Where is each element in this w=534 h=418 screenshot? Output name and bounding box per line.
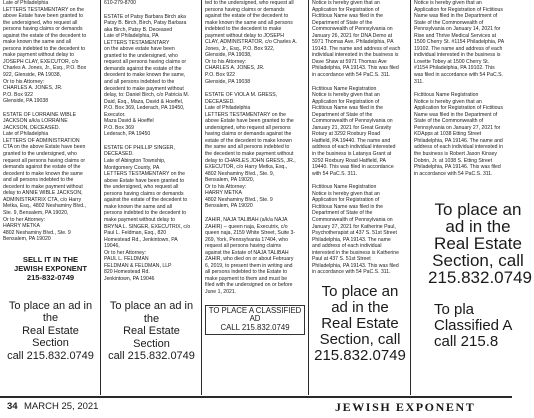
real-estate-ad-line-5: 215.832.0749 [428, 268, 532, 288]
legal-notice-estate-zahir: ZAHIR, NAJA TALIBAH (a/k/a NAJA ZAHIR) -- queen naja, Executrix, c/o queen naja, 2159 White Street, Suite 3-269, York, Pennsylvania 17404, who request all persons having claims against the Estate of NAJA TALIBAH ZAHIR, who died on or about February 6, 2019, to present them in writing and all persons indebted to the Estate to make payment to them and must be filed with the undersigned on or before June 1, 2021. [205, 216, 296, 295]
classified-ad-line-2: Classified A [434, 317, 513, 335]
column-4 [312, 0, 408, 364]
legal-notice-estate-jackson: ESTATE OF LORRAINE WIBLE JACKSON a/k/a LORRAINE JACKSON, DECEASED. Late of Philadelphia LETTERS OF ADMINISTRATION CTA on the above Estate have been granted to the undersigned, who request all persons having claims or demands against the estate of the decedent to make known the same and all persons indebted to the decedent to make payment without delay to ANNIE WIBLE JACKSON, ADMINISTRATRIX CTA, c/o Harry Metka, Esq., 4802 Neshaminy Blvd., Ste. 9, Bensalem, PA 19020, Or to her Attorney: HARRY METKA 4802 Neshaminy Blvd., Ste. 9 Bensalem, PA 19020 [3, 111, 86, 243]
classified-ad-box [205, 305, 305, 335]
real-estate-ad-line-3: Real Estate [434, 234, 522, 254]
real-estate-ad-box [428, 200, 532, 288]
column-divider [308, 0, 309, 395]
classified-ad-line-1: To pla [434, 301, 475, 319]
real-estate-ad-line-4: Section, call [319, 330, 401, 348]
column-5 [414, 0, 532, 351]
legal-notice-great-gravity-rotary: Fictitious Name Registration Notice is hereby given that an Application for Registration of Fictitious Name was filed in the Department of State of the Commonwealth of Pennsylvania on January 21, 2021 for Great Gravity Rotary at 3292 Roxbury Road Hatfield, PA 19440. The name and address of each individual interested in the business is Latanya Grant at 3292 Roxbury Road Hatfield, PA 19440. This was filed in accordance with 54 PaC.S. 311. [312, 85, 396, 177]
real-estate-ad-line-3: call 215.832.0749 [7, 349, 94, 362]
legal-notice-phone: 610-279-8700 [104, 0, 137, 6]
legal-notice-katherine-paul: Fictitious Name Registration Notice is hereby given that an Application for Registration of Fictitious Name was filed in the Department of State of the Commonwealth of Pennsylvania on January 27, 2021 for Katherine Paul, Psychotherapist at 437 S. 51st Street Philadelphia, PA 19143. The name and address of each individual interested in the business is Katherine Paul at 437 S. 51st Street Philadelphia, PA 19143. This was filed in accordance with 54 PaC.S. 311. [312, 184, 399, 276]
legal-notice-estate-gress: ESTATE OF VIOLA M. GRESS, DECEASED. Late of Philadelphia LETTERS TESTAMENTARY on the above Estate have been granted to the undersigned, who request all persons having claims or demands against the estate of the decedent to make known the same and all persons indebted to the decedent to make payment without delay to CHARLES JOHN GRESS, JR., EXECUTOR, c/o Harry Metka, Esq., 4802 Neshaminy Blvd., Ste. 9, Bensalem, PA 19020, Or to his Attorney: HARRY METKA 4802 Neshaminy Blvd., Ste. 9 Bensalem, PA 19020 [205, 92, 296, 210]
legal-notice-rise-and-thrive: Notice is hereby given that an Application for Registration of Fictitious Name was filed in the Department of State of the Commonwealth of Pennsylvania on January 14, 2021 for Rise and Thrive Medical Services at 1500 Cherry St. #1154 Philadelphia, PA 19102. The name and address of each individual interested in the business is Lovette Tobey at 1500 Cherry St. #1154 Philadelphia, PA 19102. This was filed in accordance with 54 PaC.S. 311. [414, 0, 504, 85]
publication-name: JEWISH EXPONENT [335, 400, 476, 414]
legal-notice-estate-clay: Late of Philadelphia LETTERS TESTAMENTARY on the above Estate have been granted to the undersigned, who request all persons having claims or demands against the estate of the decedent to make known the same and all persons indebted to the decedent to make payment without delay to JOSEPH CLAY, EXECUTOR, c/o Charles A. Jones, Jr., Esq., P.O. Box 922, Glenside, PA 19038, Or to his Attorney: CHARLES A. JONES, JR. P.O. Box 922 Glenside, PA 19038 [3, 0, 87, 105]
sell-it-publication: JEWISH EXPONENT [14, 263, 87, 273]
page-footer [0, 397, 512, 418]
column-2 [104, 0, 199, 363]
sell-it-headline: SELL IT IN THE [22, 254, 79, 264]
real-estate-ad-line-3: Real Estate [321, 314, 399, 332]
classified-ad-line-3: call 215.8 [434, 333, 499, 351]
real-estate-ad-line-2: Real Estate Section [123, 325, 180, 350]
legal-notice-estate-birch: ESTATE of Patsy Barbara Birch aka Patsy B. Birch, Birch, Patsy Barbara aka Birch, Patsy B. Deceased Late of Philadelphia, PA LETTERS TESTAMENTARY on the above estate have been granted to the undersigned, who request all persons having claims or demands against the estate of the decedent to make known the same, and all persons indebted to the decedent to make payment without delay, to: Daniel Birch, c/o Patricia M. Daid, Esq., Maza, David & Hoeffel, P.O. Box 369, Lederach, PA 19450, Executor. Maza David & Hoeffel P.O. Box 369 Lederach, PA 19450 [104, 13, 190, 138]
column-divider [100, 0, 101, 395]
legal-notice-administrator-clay: ted to the undersigned, who request all persons having claims or demands against the estate of the decedent to make known the same and all persons indebted to the decedent to make payment without delay to JOSEPH CLAY, ADMINISTRATOR, c/o Charles A. Jones, Jr., Esq., P.O. Box 922, Glenside, PA 19038, Or to his Attorney: CHARLES A. JONES, JR. P.O. Box 922 Glenside, PA 19038 [205, 0, 297, 85]
real-estate-ad-line-1: To place an [321, 282, 399, 300]
page-number: 34 [7, 401, 18, 412]
classified-ad-box [434, 302, 534, 350]
real-estate-ad-line-2: Real Estate Section [22, 324, 79, 350]
column-3 [205, 0, 305, 335]
legal-notice-dna-demo: Notice is hereby given that an Application for Registration of Fictitious Name was filed in the Department of State of the Commonwealth of Pennsylvania on January 26, 2021 for DNA Demo at 5971 Thomas Ave. Philadelphia, PA 19143. The name and address of each individual interested in the business is Dave Shaw at 5971 Thomas Ave Philadelphia, PA 19143. This was filed in accordance with 54 PaC.S. 311. [312, 0, 401, 79]
legal-notice-kdapps: Fictitious Name Registration Notice is hereby given that an Application for Registration of Fictitious Name was filed in the Department of State of the Commonwealth of Pennsylvania on January 27, 2021 for KDApps at 1038 Etting Street Philadelphia, PA 19146. The name and address of each individual interested in the business is Robert Jason Kinsey Dobrin, Jr. at 1038 S. Etting Street Philadelphia, PA 19146. This was filed in accordance with 54 PaC.S. 311. [414, 92, 503, 177]
real-estate-ad-line-3: call 215.832.0749 [108, 350, 195, 363]
real-estate-ad-line-1: To place an ad in the [109, 300, 194, 325]
real-estate-ad-line-1: To place an ad in the [8, 299, 93, 325]
classified-ad-line-1: TO PLACE A CLASSIFIED AD [208, 305, 302, 324]
real-estate-ad-line-2: ad in the [445, 217, 511, 237]
classified-ad-line-2: CALL 215.832.0749 [220, 323, 290, 333]
real-estate-ad-line-2: ad in the [331, 298, 389, 316]
sell-it-phone: 215-832-0749 [26, 272, 75, 282]
legal-notice-estate-singer: ESTATE OF PHILLIP SINGER, DECEASED. Late of Abington Township, Montgomery County, PA LETTERS TESTAMENTARY on the above Estate have been granted to the undersigned, who request all persons having claims or demands against the estate of the decedent to make known the same and all persons indebted to the decedent to make payment without delay to BRYNA L. SINGER, EXECUTRIX, c/o Paul L. Feldman, Esq., 820 Homestead Rd., Jenkintown, PA 19046, Or to her Attorney: PAUL L. FELDMAN FELDMAN & FELDMAN, LLP 820 Homestead Rd. Jenkintown, PA 19046 [104, 144, 191, 282]
column-1 [3, 0, 98, 362]
column-divider [410, 0, 411, 395]
issue-date: MARCH 25, 2021 [24, 401, 99, 412]
real-estate-ad-line-5: 215.832.0749 [314, 346, 406, 364]
real-estate-ad-line-1: To place an [434, 200, 522, 220]
column-divider [201, 0, 202, 395]
real-estate-ad-line-4: Section, call [432, 251, 524, 271]
